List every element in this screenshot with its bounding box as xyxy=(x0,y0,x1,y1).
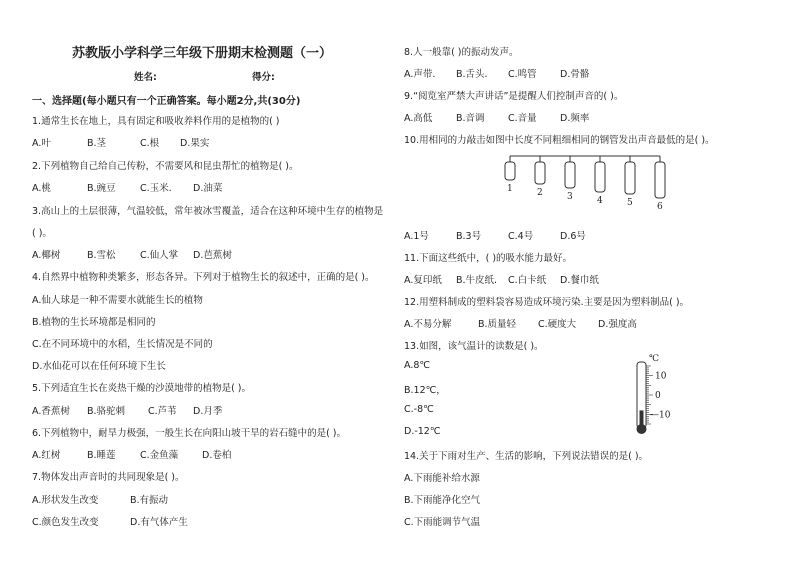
tube-label-6: 6 xyxy=(657,202,663,212)
q1-option-a: A.叶 xyxy=(32,138,51,149)
q13-option-c: C.-8℃ xyxy=(404,404,434,415)
question-3-cont: ( )。 xyxy=(32,228,52,239)
steel-tube-1 xyxy=(505,162,515,180)
tube-label-5: 5 xyxy=(627,198,633,208)
tube-label-4: 4 xyxy=(597,196,603,206)
q9-option-c: C.音量 xyxy=(508,113,537,124)
question-11: 11.下面这些纸中，( )的吸水能力最好。 xyxy=(404,253,573,264)
q2-option-c: C.玉米. xyxy=(140,183,172,194)
q3-option-b: B.雪松 xyxy=(87,250,116,261)
q8-option-d: D.骨骼 xyxy=(560,69,590,80)
steel-tube-5 xyxy=(625,162,635,194)
tube-label-1: 1 xyxy=(507,184,513,194)
q9-option-b: B.音调 xyxy=(456,113,485,124)
q4-option-b: B.植物的生长环境都是相同的 xyxy=(32,317,156,328)
q9-option-a: A.高低 xyxy=(404,113,433,124)
q13-option-d: D.-12℃ xyxy=(404,426,441,437)
q7-option-b: B.有振动 xyxy=(130,495,169,506)
steel-tube-4 xyxy=(595,162,605,192)
score-label: 得分: xyxy=(252,72,275,83)
q13-option-a: A.8℃ xyxy=(404,360,431,371)
q13-option-b: B.12℃， xyxy=(404,385,446,396)
q12-option-b: B.质量轻 xyxy=(478,319,517,330)
question-10: 10.用相同的力敲击如图中长度不同粗细相同的钢管发出声音最低的是( )。 xyxy=(404,135,715,146)
tube-label-2: 2 xyxy=(537,188,543,198)
q8-option-a: A.声带. xyxy=(404,69,436,80)
q6-option-c: C.金鱼藻 xyxy=(140,450,179,461)
q1-option-c: C.根 xyxy=(140,138,160,149)
question-6: 6.下列植物中，耐旱力极强，一般生长在向阳山坡干旱的岩石缝中的是( )。 xyxy=(32,428,346,439)
q12-option-c: C.硬度大 xyxy=(538,319,577,330)
thermometer-tick-label: —10 xyxy=(650,410,671,421)
question-4: 4.自然界中植物种类繁多，形态各异。下列对于植物生长的叙述中，正确的是( )。 xyxy=(32,272,375,283)
q14-option-b: B.下雨能净化空气 xyxy=(404,495,481,506)
name-label: 姓名: xyxy=(134,72,157,83)
page-title: 苏教版小学科学三年级下册期末检测题（一） xyxy=(72,46,333,61)
q9-option-d: D.频率 xyxy=(560,113,590,124)
q3-option-c: C.仙人掌 xyxy=(140,250,179,261)
q10-option-c: C.4号 xyxy=(508,231,534,242)
question-13: 13.如图，该气温计的读数是( )。 xyxy=(404,341,544,352)
q5-option-b: B.骆驼刺 xyxy=(87,406,126,417)
thermometer-tick-label: 0 xyxy=(655,391,661,401)
thermometer-liquid xyxy=(640,410,644,428)
steel-tube-2 xyxy=(535,162,545,184)
q4-option-a: A.仙人球是一种不需要水就能生长的植物 xyxy=(32,295,203,306)
q10-option-d: D.6号 xyxy=(560,231,586,242)
question-7: 7.物体发出声音时的共同现象是( )。 xyxy=(32,472,185,483)
q5-option-d: D.月季 xyxy=(193,406,223,417)
question-5: 5.下列适宜生长在炎热干燥的沙漠地带的植物是( )。 xyxy=(32,383,251,394)
q3-option-d: D.芭蕉树 xyxy=(193,250,232,261)
q1-option-b: B.茎 xyxy=(87,138,107,149)
q5-option-a: A.香蕉树 xyxy=(32,406,70,417)
q2-option-d: D.油菜 xyxy=(193,183,223,194)
thermometer-figure xyxy=(629,352,699,436)
q6-option-b: B.睡莲 xyxy=(87,450,116,461)
q11-option-c: C.白卡纸 xyxy=(508,275,547,286)
q4-option-d: D.水仙花可以在任何环境下生长 xyxy=(32,361,166,372)
question-3: 3.高山上的土层很薄，气温较低，常年被冰雪覆盖，适合在这种环境中生存的植物是 xyxy=(32,206,384,217)
q1-option-d: D.果实 xyxy=(180,138,210,149)
question-2: 2.下列植物自己给自己传粉，不需要风和昆虫帮忙的植物是( )。 xyxy=(32,161,299,172)
q4-option-c: C.在不同环境中的水稻，生长情况是不同的 xyxy=(32,339,213,350)
q5-option-c: C.芦苇 xyxy=(148,406,177,417)
section-header: 一、选择题(每小题只有一个正确答案。每小题2分,共(30分) xyxy=(32,96,301,107)
tube-label-3: 3 xyxy=(567,192,573,202)
steel-tubes-figure xyxy=(494,150,674,216)
q12-option-d: D.强度高 xyxy=(598,319,637,330)
steel-tube-3 xyxy=(565,162,575,188)
q11-option-a: A.复印纸 xyxy=(404,275,442,286)
thermometer-tick-label: 10 xyxy=(655,371,667,382)
q14-option-a: A.下雨能补给水源 xyxy=(404,473,480,484)
q11-option-b: B.牛皮纸. xyxy=(456,275,498,286)
q3-option-a: A.椰树 xyxy=(32,250,61,261)
question-14: 14.关于下雨对生产、生活的影响，下列说法错误的是( )。 xyxy=(404,451,649,462)
q7-option-c: C.颜色发生改变 xyxy=(32,517,99,528)
q6-option-d: D.卷柏 xyxy=(202,450,232,461)
q12-option-a: A.不易分解 xyxy=(404,319,452,330)
question-1: 1.通常生长在地上，具有固定和吸收养料作用的是植物的( ) xyxy=(32,116,280,127)
q2-option-a: A.桃 xyxy=(32,183,51,194)
thermometer-unit: ℃ xyxy=(649,354,660,364)
q10-option-b: B.3号 xyxy=(456,231,482,242)
steel-tube-6 xyxy=(655,162,665,198)
q2-option-b: B.豌豆 xyxy=(87,183,116,194)
q10-option-a: A.1号 xyxy=(404,231,429,242)
question-8: 8.人一般靠( )的振动发声。 xyxy=(404,47,519,58)
q6-option-a: A.红树 xyxy=(32,450,61,461)
q14-option-c: C.下雨能调节气温 xyxy=(404,517,481,528)
q7-option-a: A.形状发生改变 xyxy=(32,495,99,506)
question-9: 9.“阅览室严禁大声讲话”是提醒人们控制声音的( )。 xyxy=(404,91,624,102)
q7-option-d: D.有气体产生 xyxy=(130,517,188,528)
q8-option-b: B.舌头. xyxy=(456,69,488,80)
q11-option-d: D.餐巾纸 xyxy=(560,275,599,286)
question-12: 12.用塑料制成的塑料袋容易造成环境污染.主要是因为塑料制品( )。 xyxy=(404,297,690,308)
q8-option-c: C.鸣管 xyxy=(508,69,537,80)
